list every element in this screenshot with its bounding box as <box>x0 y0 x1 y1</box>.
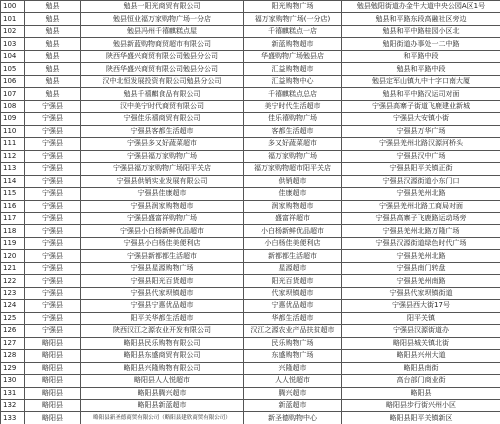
store-name: 福万家购物广场 <box>244 150 342 162</box>
table-row <box>1 237 500 249</box>
county-name: 宁强县 <box>25 212 81 224</box>
store-address: 宁强县西大街17号 <box>342 300 500 312</box>
county-name: 宁强县 <box>25 125 81 137</box>
store-name: 汇益购物超市 <box>244 63 342 75</box>
store-name: 新蓝超市 <box>244 400 342 412</box>
table-row <box>1 113 500 125</box>
table-row <box>1 200 500 212</box>
company-name: 勉县冯州千禧麒糕点屋 <box>81 25 244 37</box>
table-row <box>1 88 500 100</box>
county-name: 宁强县 <box>25 300 81 312</box>
store-address: 勉阳街道办事处一二中路 <box>342 38 500 50</box>
row-number: 114 <box>1 175 25 187</box>
row-number: 104 <box>1 50 25 62</box>
row-number: 113 <box>1 163 25 175</box>
company-name: 宁强佳乐禧商贸有限公司 <box>81 113 244 125</box>
company-name: 汉中北恒发展投资有限公司勉县分公司 <box>81 75 244 87</box>
row-number: 105 <box>1 63 25 75</box>
company-name: 宁强县小白杨佳美便利店 <box>81 237 244 249</box>
county-name: 略阳县 <box>25 375 81 387</box>
county-name: 略阳县 <box>25 400 81 412</box>
store-name: 千禧麒糕点总店 <box>244 88 342 100</box>
store-name: 润家购物超市 <box>244 200 342 212</box>
row-number: 124 <box>1 300 25 312</box>
table-row <box>1 138 500 150</box>
store-name: 多又好蔬菜超市 <box>244 138 342 150</box>
row-number: 100 <box>1 1 25 13</box>
row-number: 112 <box>1 150 25 162</box>
row-number: 101 <box>1 13 25 25</box>
company-name: 略阳县新圣德商贸有限公司（略阳县建欣商贸有限公司） <box>81 412 244 424</box>
store-address: 勉县和平路东段高融社区旁边 <box>342 13 500 25</box>
row-number: 126 <box>1 325 25 337</box>
county-name: 宁强县 <box>25 100 81 112</box>
store-address: 宁强县南门转盘 <box>342 262 500 274</box>
row-number: 115 <box>1 188 25 200</box>
county-name: 宁强县 <box>25 262 81 274</box>
store-name: 盛富祥超市 <box>244 212 342 224</box>
table-row <box>1 387 500 399</box>
company-name: 宁强县星源购物广场 <box>81 262 244 274</box>
county-name: 勉县 <box>25 88 81 100</box>
county-name: 勉县 <box>25 63 81 75</box>
company-name: 宁强县佳康超市 <box>81 188 244 200</box>
store-address: 宁强县羌州北路万隆广场 <box>342 225 500 237</box>
table-row <box>1 175 500 187</box>
row-number: 122 <box>1 275 25 287</box>
store-name: 新蓝购物超市 <box>244 38 342 50</box>
county-name: 略阳县 <box>25 350 81 362</box>
store-address: 略阳县城关镇北街 <box>342 337 500 349</box>
row-number: 125 <box>1 312 25 324</box>
store-address: 宁强县羌州北路汉源河桥头 <box>342 138 500 150</box>
store-address: 宁强县羌州北路 <box>342 250 500 262</box>
table-row <box>1 362 500 374</box>
table-row <box>1 250 500 262</box>
table-row <box>1 50 500 62</box>
county-name: 宁强县 <box>25 163 81 175</box>
table-row <box>1 350 500 362</box>
store-name: 阳光百货超市 <box>244 275 342 287</box>
table-row <box>1 325 500 337</box>
company-name: 宁强县小白杨新鲜优品超市 <box>81 225 244 237</box>
store-name: 汇益购物中心 <box>244 75 342 87</box>
row-number: 107 <box>1 88 25 100</box>
row-number: 127 <box>1 337 25 349</box>
row-number: 102 <box>1 25 25 37</box>
table-row <box>1 125 500 137</box>
table-row <box>1 312 500 324</box>
county-name: 宁强县 <box>25 175 81 187</box>
store-address: 勉县和平路中段 <box>342 63 500 75</box>
store-name: 美宁时代生活超市 <box>244 100 342 112</box>
store-address: 略阳县兴州大道 <box>342 350 500 362</box>
store-address: 宁强县汉源街道绿色时代广场 <box>342 237 500 249</box>
store-address: 和平路中段 <box>342 50 500 62</box>
row-number: 111 <box>1 138 25 150</box>
county-name: 略阳县 <box>25 362 81 374</box>
company-name: 略阳县民乐购物有限公司 <box>81 337 244 349</box>
store-address: 宁强县大安镇小街 <box>342 113 500 125</box>
store-name: 小白杨佳美便利店 <box>244 237 342 249</box>
table-row <box>1 262 500 274</box>
company-name: 宁强县宁惠优品超市 <box>81 300 244 312</box>
store-address: 宁强县万华广场 <box>342 125 500 137</box>
county-name: 宁强县 <box>25 325 81 337</box>
table-row <box>1 212 500 224</box>
row-number: 133 <box>1 412 25 424</box>
row-number: 119 <box>1 237 25 249</box>
company-name: 宁强县多又好蔬菜超市 <box>81 138 244 150</box>
store-address: 宁强县羌州北路 <box>342 188 500 200</box>
store-name: 福万家购物广场(一分店) <box>244 13 342 25</box>
store-name: 千禧麒糕点一店 <box>244 25 342 37</box>
company-name: 略阳县东盛商贸有限公司 <box>81 350 244 362</box>
county-name: 勉县 <box>25 75 81 87</box>
row-number: 128 <box>1 350 25 362</box>
store-address: 略阳县步行街兴州小区 <box>342 400 500 412</box>
store-address: 阳平关镇 <box>342 312 500 324</box>
row-number: 117 <box>1 212 25 224</box>
county-name: 宁强县 <box>25 113 81 125</box>
table-row <box>1 287 500 299</box>
store-address: 勉县定军山镇九中十字口南大厦 <box>342 75 500 87</box>
row-number: 116 <box>1 200 25 212</box>
county-name: 宁强县 <box>25 237 81 249</box>
company-name: 略阳县兴隆购物有限公司 <box>81 362 244 374</box>
store-address: 宁强县阳平关镇正街 <box>342 163 500 175</box>
store-name: 新圣德购物中心 <box>244 412 342 424</box>
store-address: 宁强县高寨子街道飞鹿建业新城 <box>342 100 500 112</box>
county-name: 勉县 <box>25 50 81 62</box>
store-table-body <box>1 1 500 424</box>
store-name: 汉江之源农业产品扶贫超市 <box>244 325 342 337</box>
table-row <box>1 13 500 25</box>
store-name: 星源超市 <box>244 262 342 274</box>
county-name: 勉县 <box>25 1 81 13</box>
store-address: 宁强县代家坝镇街道 <box>342 287 500 299</box>
county-name: 宁强县 <box>25 287 81 299</box>
store-address: 勉县勉阳街道办金牛大道中央公园A区1号 <box>342 1 500 13</box>
store-address: 宁强县羌州南路 <box>342 275 500 287</box>
county-name: 宁强县 <box>25 312 81 324</box>
county-name: 宁强县 <box>25 225 81 237</box>
row-number: 103 <box>1 38 25 50</box>
table-row <box>1 225 500 237</box>
county-name: 略阳县 <box>25 337 81 349</box>
company-name: 勉县一阳光商贸有限公司 <box>81 1 244 13</box>
company-name: 勉县新蓝购物商贸超市有限公司 <box>81 38 244 50</box>
table-row <box>1 275 500 287</box>
county-name: 宁强县 <box>25 150 81 162</box>
table-row <box>1 63 500 75</box>
row-number: 129 <box>1 362 25 374</box>
row-number: 110 <box>1 125 25 137</box>
company-name: 略阳县腾兴超市 <box>81 387 244 399</box>
store-address: 略阳县南街 <box>342 362 500 374</box>
county-name: 勉县 <box>25 38 81 50</box>
company-name: 略阳县人人悦超市 <box>81 375 244 387</box>
store-address: 宁强县汉源街道小东门口 <box>342 175 500 187</box>
store-name: 福万家购物超市阳平关店 <box>244 163 342 175</box>
store-address: 略阳县阳平关镇新区 <box>342 412 500 424</box>
company-name: 宁强县福万家购物广场阳平关店 <box>81 163 244 175</box>
store-name: 华都生活超市 <box>244 312 342 324</box>
company-name: 宁强县盛富祥购物广场 <box>81 212 244 224</box>
county-name: 勉县 <box>25 13 81 25</box>
store-name: 东盛购物广场 <box>244 350 342 362</box>
company-name: 宁强县阳光百货超市 <box>81 275 244 287</box>
county-name: 略阳县 <box>25 387 81 399</box>
store-name: 代家坝镇超市 <box>244 287 342 299</box>
store-name: 供销超市 <box>244 175 342 187</box>
row-number: 121 <box>1 262 25 274</box>
store-name: 新都都生活超市 <box>244 250 342 262</box>
table-row <box>1 188 500 200</box>
county-name: 宁强县 <box>25 188 81 200</box>
store-name: 阳光购物广场 <box>244 1 342 13</box>
store-address: 宁强县羌州北路工商局对面 <box>342 200 500 212</box>
company-name: 汉中美宁时代商贸有限公司 <box>81 100 244 112</box>
store-name: 佳康超市 <box>244 188 342 200</box>
company-name: 阳平关华都生活超市 <box>81 312 244 324</box>
row-number: 108 <box>1 100 25 112</box>
company-name: 宁强县客都生活超市 <box>81 125 244 137</box>
table-row <box>1 400 500 412</box>
row-number: 130 <box>1 375 25 387</box>
store-name: 佳乐禧购物广场 <box>244 113 342 125</box>
row-number: 106 <box>1 75 25 87</box>
county-name: 宁强县 <box>25 275 81 287</box>
company-name: 勉县恒业福万家购物广场一分店 <box>81 13 244 25</box>
store-address: 宁强县汉源街道办 <box>342 325 500 337</box>
table-row <box>1 100 500 112</box>
store-name: 兴隆超市 <box>244 362 342 374</box>
store-address: 宁强县汉中广场 <box>342 150 500 162</box>
company-name: 陕西华盛兴商贸有限公司勉县分公司 <box>81 63 244 75</box>
company-name: 宁强县新都都生活超市 <box>81 250 244 262</box>
row-number: 109 <box>1 113 25 125</box>
store-address: 勉县和平中路汉运司对面 <box>342 88 500 100</box>
company-name: 勉县千禧麒食品有限公司 <box>81 88 244 100</box>
store-name: 宁惠优品超市 <box>244 300 342 312</box>
row-number: 120 <box>1 250 25 262</box>
county-name: 宁强县 <box>25 200 81 212</box>
company-name: 宁强县供销实业发展有限公司 <box>81 175 244 187</box>
row-number: 131 <box>1 387 25 399</box>
county-name: 略阳县 <box>25 412 81 424</box>
table-row <box>1 300 500 312</box>
row-number: 132 <box>1 400 25 412</box>
store-name: 人人悦超市 <box>244 375 342 387</box>
store-name: 腾兴超市 <box>244 387 342 399</box>
company-name: 陕西汉江之源农业开发有限公司 <box>81 325 244 337</box>
county-name: 宁强县 <box>25 138 81 150</box>
store-address: 勉县和平中路桂园小区北 <box>342 25 500 37</box>
county-name: 勉县 <box>25 25 81 37</box>
table-row <box>1 1 500 13</box>
store-name: 小白杨新鲜优品超市 <box>244 225 342 237</box>
table-row <box>1 163 500 175</box>
row-number: 118 <box>1 225 25 237</box>
table-row <box>1 25 500 37</box>
table-row <box>1 38 500 50</box>
county-name: 宁强县 <box>25 250 81 262</box>
store-address: 宁强县高寨子飞鹿路运动场旁 <box>342 212 500 224</box>
table-row <box>1 375 500 387</box>
store-name: 客都生活超市 <box>244 125 342 137</box>
row-number: 123 <box>1 287 25 299</box>
table-row <box>1 412 500 424</box>
company-name: 宁强县润家购物超市 <box>81 200 244 212</box>
store-name: 华盛购物广场勉县店 <box>244 50 342 62</box>
table-row <box>1 337 500 349</box>
company-name: 略阳县新蓝超市 <box>81 400 244 412</box>
company-name: 陕西华盛兴商贸有限公司勉县分公司 <box>81 50 244 62</box>
company-name: 宁强县代家坝镇超市 <box>81 287 244 299</box>
store-address: 高台部门商业街 <box>342 375 500 387</box>
store-name: 民乐购物广场 <box>244 337 342 349</box>
table-row <box>1 75 500 87</box>
table-row <box>1 150 500 162</box>
company-name: 宁强县福万家购物广场 <box>81 150 244 162</box>
store-address: 略阳县 <box>342 387 500 399</box>
